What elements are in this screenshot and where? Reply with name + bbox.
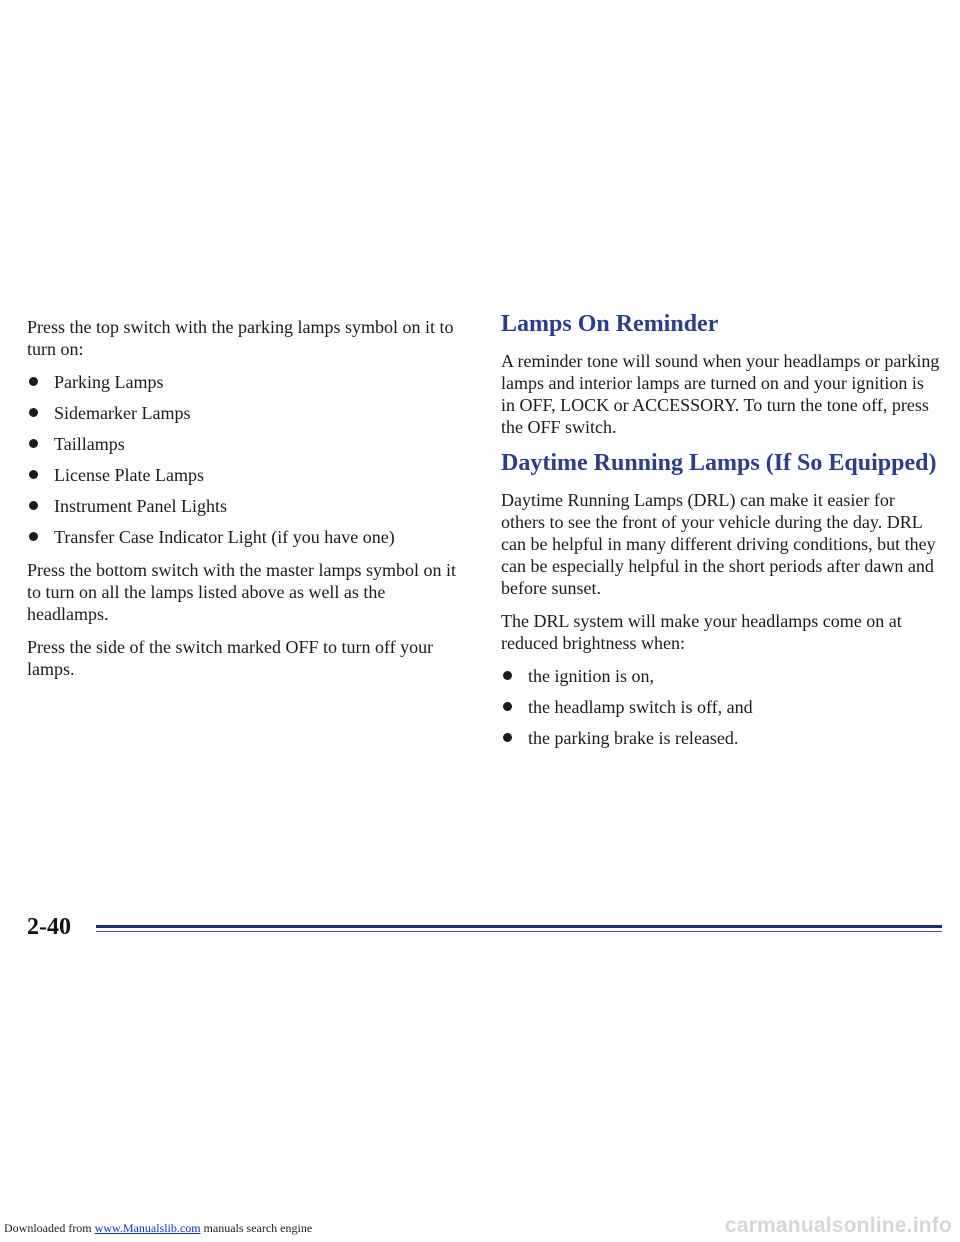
footer-rule-thin [96,931,942,932]
footer-rule-thick [96,925,942,928]
bullet-icon [29,377,38,386]
page-number: 2-40 [27,914,77,941]
list-item: the parking brake is released. [501,727,941,749]
lamps-on-reminder-heading: Lamps On Reminder [501,311,719,337]
reminder-paragraph: A reminder tone will sound when your headlamps or parking lamps and interior lamps are turned on and your ignition is in OFF, LOCK or ACCESSORY. To turn the tone off, press the OFF switch. [501,351,940,437]
drl-paragraph: Daytime Running Lamps (DRL) can make it easier for others to see the front of your vehicle during the day. DRL can be helpful in many different driving conditions, but they can be especially helpful in the short periods after dawn and before sunset. [501,490,936,598]
list-item: License Plate Lamps [27,464,467,486]
off-switch-paragraph: Press the side of the switch marked OFF to turn off your lamps. [27,637,434,679]
bullet-icon [29,532,38,541]
manualslib-link[interactable]: www.Manualslib.com [94,1221,201,1235]
left-column [27,310,467,691]
download-suffix: manuals search engine [203,1221,313,1235]
drl-conditions-list [501,665,941,749]
list-item: the ignition is on, [501,665,941,687]
list-item: the headlamp switch is off, and [501,696,941,718]
list-item: Taillamps [27,433,467,455]
bullet-icon [29,408,38,417]
bullet-icon [503,671,512,680]
parking-lamps-intro: Press the top switch with the parking lamps symbol on it to turn on: [27,317,454,359]
bullet-icon [503,733,512,742]
bullet-icon [29,439,38,448]
parking-lamps-list [27,371,467,548]
master-lamps-paragraph: Press the bottom switch with the master lamps symbol on it to turn on all the lamps listed above as well as the headlamps. [27,560,456,624]
drl-heading: Daytime Running Lamps (If So Equipped) [501,450,937,476]
bullet-icon [29,501,38,510]
download-note [4,1221,312,1236]
bullet-icon [503,702,512,711]
list-item: Parking Lamps [27,371,467,393]
drl-system-paragraph: The DRL system will make your headlamps come on at reduced brightness when: [501,611,902,653]
watermark: carmanualsonline.info [724,1214,952,1237]
list-item: Transfer Case Indicator Light (if you have one) [27,526,467,548]
list-item: Sidemarker Lamps [27,402,467,424]
bullet-icon [29,470,38,479]
download-prefix: Downloaded from [4,1221,92,1235]
right-column [501,310,941,760]
list-item: Instrument Panel Lights [27,495,467,517]
